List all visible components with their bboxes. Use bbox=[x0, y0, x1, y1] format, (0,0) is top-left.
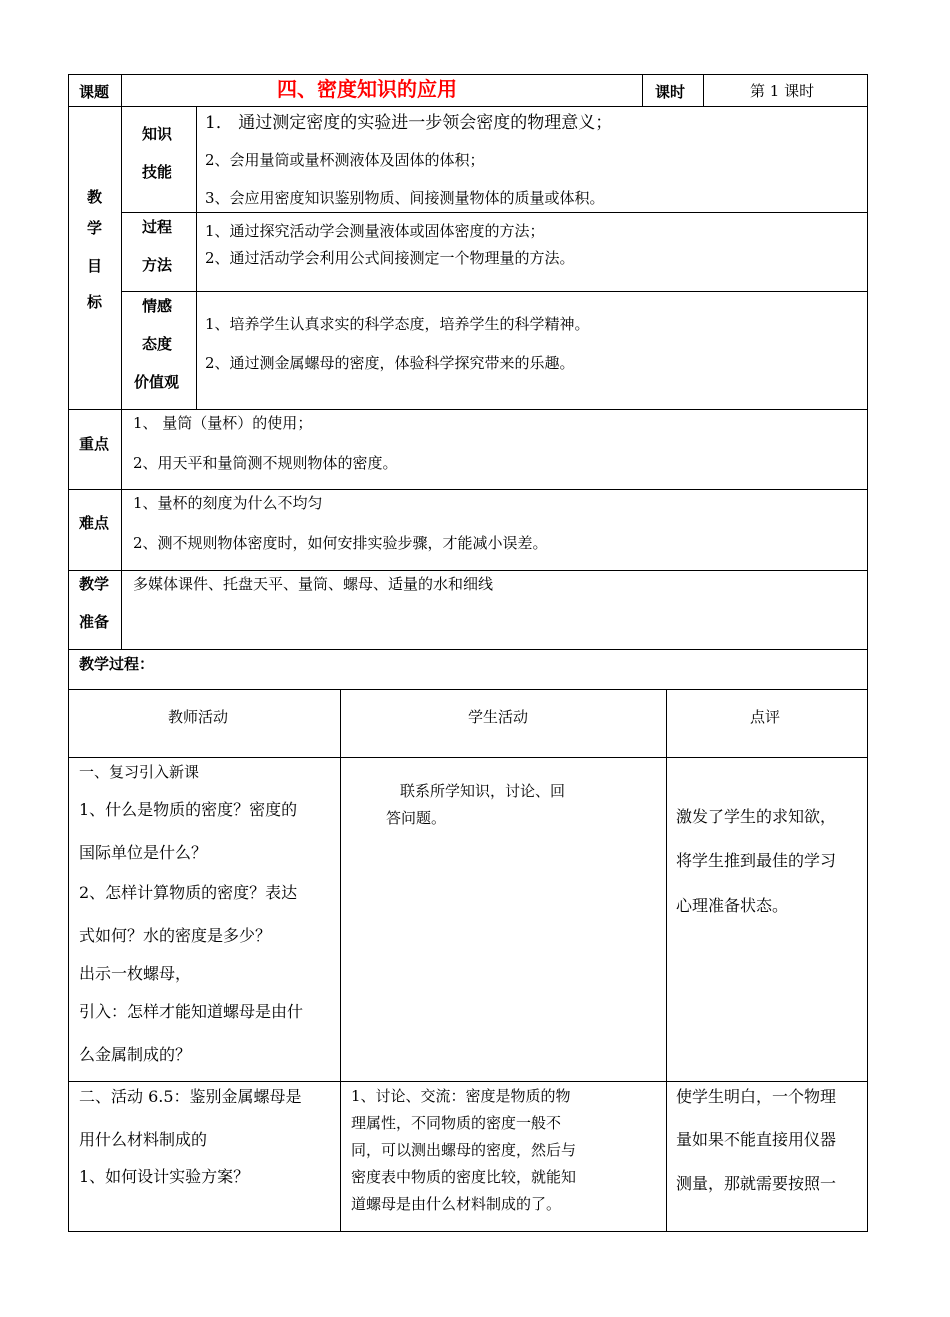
student-comment-divider bbox=[666, 689, 667, 1232]
student-activity-line: 密度表中物质的密度比较，就能知 bbox=[351, 1168, 577, 1186]
teacher-activity-line: 式如何？水的密度是多少？ bbox=[79, 926, 272, 945]
objectives-bottom-divider bbox=[68, 409, 868, 410]
difficulties-bottom-divider bbox=[68, 570, 868, 571]
comment-line: 测量，那就需要按照一 bbox=[676, 1174, 837, 1193]
comment-line: 使学生明白，一个物理 bbox=[676, 1087, 837, 1106]
key-point-item: 1、 量筒（量杯）的使用； bbox=[133, 414, 313, 432]
key-points-label: 重点 bbox=[79, 435, 110, 453]
header-period-divider-1 bbox=[642, 74, 643, 107]
teacher-activity-line: 一、复习引入新课 bbox=[79, 763, 200, 781]
column-header-teacher: 教师活动 bbox=[168, 708, 229, 726]
process-method-item: 2、通过活动学会利用公式间接测定一个物理量的方法。 bbox=[205, 249, 575, 267]
student-activity-line: 1、讨论、交流：密度是物质的物 bbox=[351, 1087, 571, 1105]
process-method-item: 1、通过探究活动学会测量液体或固体密度的方法； bbox=[205, 222, 545, 240]
objectives-label-char: 标 bbox=[87, 293, 103, 311]
teacher-student-divider bbox=[340, 689, 341, 1232]
objectives-label-char: 学 bbox=[87, 219, 103, 237]
period-value: 第 1 课时 bbox=[750, 82, 815, 100]
teacher-activity-line: 1、什么是物质的密度？密度的 bbox=[79, 800, 298, 819]
process-divider bbox=[121, 291, 868, 292]
knowledge-item: 2、会用量筒或量杯测液体及固体的体积； bbox=[205, 151, 485, 169]
teacher-activity-line: 出示一枚螺母， bbox=[79, 964, 192, 983]
teacher-activity-line: 么金属制成的？ bbox=[79, 1045, 192, 1064]
table-border-bottom bbox=[68, 1231, 868, 1232]
columns-header-divider bbox=[68, 757, 868, 758]
difficulty-item: 2、测不规则物体密度时，如何安排实验步骤，才能减小误差。 bbox=[133, 534, 548, 552]
teacher-activity-line: 二、活动 6.5：鉴别金属螺母是 bbox=[79, 1087, 302, 1106]
page-title: 四、密度知识的应用 bbox=[277, 77, 457, 101]
teaching-process-label: 教学过程： bbox=[79, 655, 155, 673]
attitude-item: 2、通过测金属螺母的密度，体验科学探究带来的乐趣。 bbox=[205, 354, 575, 372]
comment-line: 激发了学生的求知欲， bbox=[676, 807, 837, 826]
knowledge-item: 3、会应用密度知识鉴别物质、间接测量物体的质量或体积。 bbox=[205, 189, 605, 207]
objective-sublabel-divider bbox=[196, 106, 197, 410]
objectives-label-char: 教 bbox=[87, 188, 103, 206]
objectives-label-char: 目 bbox=[87, 257, 103, 275]
topic-label: 课题 bbox=[79, 83, 110, 101]
teacher-activity-line: 引入：怎样才能知道螺母是由什 bbox=[79, 1002, 304, 1021]
keypoints-bottom-divider bbox=[68, 489, 868, 490]
knowledge-divider bbox=[121, 212, 868, 213]
column-header-comment: 点评 bbox=[750, 708, 781, 726]
attitude-label: 价值观 bbox=[134, 373, 180, 391]
student-activity-line: 联系所学知识，讨论、回 bbox=[400, 782, 566, 800]
student-activity-line: 答问题。 bbox=[386, 809, 447, 827]
knowledge-label: 知识 bbox=[142, 125, 173, 143]
difficulties-label: 难点 bbox=[79, 514, 110, 532]
teacher-activity-line: 2、怎样计算物质的密度？表达 bbox=[79, 883, 298, 902]
teacher-activity-line: 1、如何设计实验方案？ bbox=[79, 1167, 250, 1186]
table-border-right bbox=[867, 74, 868, 1232]
header-period-divider-2 bbox=[703, 74, 704, 107]
comment-line: 量如果不能直接用仪器 bbox=[676, 1130, 837, 1149]
attitude-label: 态度 bbox=[142, 335, 173, 353]
column-header-student: 学生活动 bbox=[468, 708, 529, 726]
student-activity-line: 同，可以测出螺母的密度，然后与 bbox=[351, 1141, 577, 1159]
difficulty-item: 1、量杯的刻度为什么不均匀 bbox=[133, 494, 323, 512]
teacher-activity-line: 用什么材料制成的 bbox=[79, 1130, 208, 1149]
header-row-divider bbox=[68, 106, 868, 107]
knowledge-item: 1． 通过测定密度的实验进一步领会密度的物理意义； bbox=[205, 113, 613, 133]
preparation-label: 准备 bbox=[79, 613, 110, 631]
student-activity-line: 理属性，不同物质的密度一般不 bbox=[351, 1114, 562, 1132]
key-point-item: 2、用天平和量筒测不规则物体的密度。 bbox=[133, 454, 398, 472]
label-column-divider bbox=[121, 74, 122, 650]
process-method-label: 过程 bbox=[142, 218, 173, 236]
preparation-label: 教学 bbox=[79, 575, 110, 593]
preparation-content: 多媒体课件、托盘天平、量筒、螺母、适量的水和细线 bbox=[133, 575, 494, 593]
attitude-item: 1、培养学生认真求实的科学态度，培养学生的科学精神。 bbox=[205, 315, 590, 333]
attitude-label: 情感 bbox=[142, 297, 173, 315]
comment-line: 将学生推到最佳的学习 bbox=[676, 851, 837, 870]
knowledge-label: 技能 bbox=[142, 163, 173, 181]
teacher-activity-line: 国际单位是什么？ bbox=[79, 843, 208, 862]
period-label: 课时 bbox=[655, 83, 686, 101]
comment-line: 心理准备状态。 bbox=[676, 896, 789, 915]
preparation-bottom-divider bbox=[68, 649, 868, 650]
process-label-divider bbox=[68, 689, 868, 690]
table-border-top bbox=[68, 74, 868, 75]
table-border-left bbox=[68, 74, 69, 1232]
process-method-label: 方法 bbox=[142, 256, 173, 274]
row1-bottom-divider bbox=[68, 1081, 868, 1082]
student-activity-line: 道螺母是由什么材料制成的了。 bbox=[351, 1195, 562, 1213]
